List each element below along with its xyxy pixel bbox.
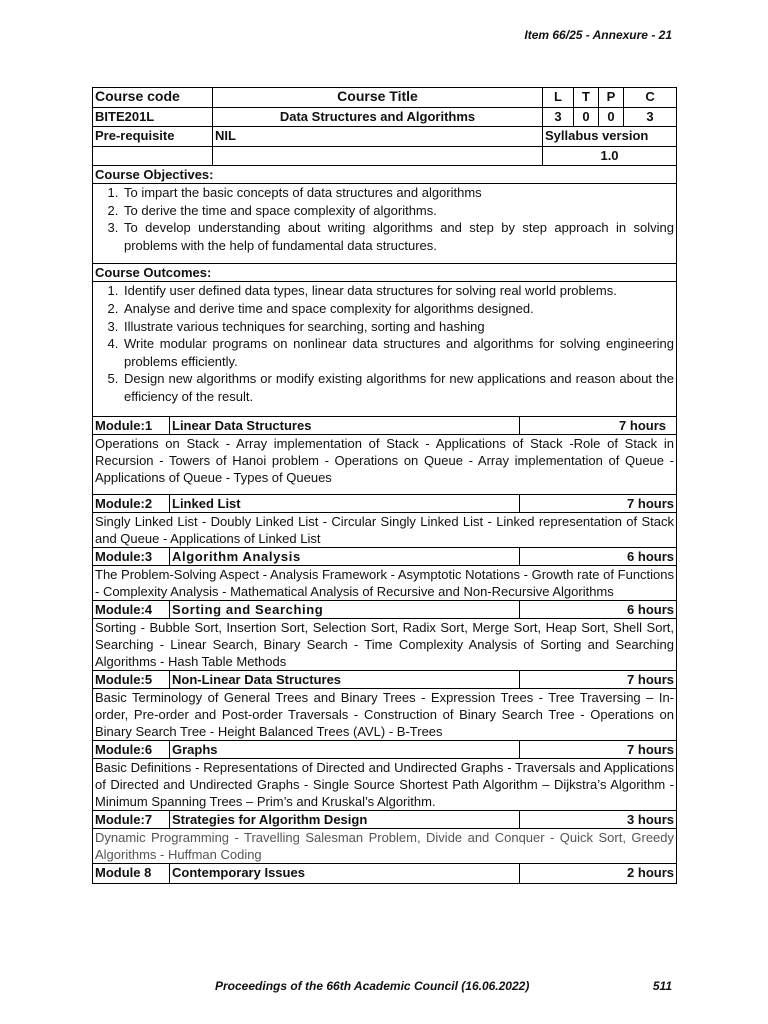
module-title: Algorithm Analysis: [170, 547, 520, 565]
objective-item: 3. To develop understanding about writing algorithms and step by step approach in solving problems with the help of fundamental data structures.: [122, 219, 674, 254]
module-label: Module:7: [93, 810, 170, 828]
outcome-item: 4. Write modular programs on nonlinear data structures and algorithms for solving engineering problems efficiently.: [122, 335, 674, 370]
course-code: BITE201L: [93, 108, 213, 127]
module-title: Sorting and Searching: [170, 600, 520, 618]
header-item-reference: Item 66/25 - Annexure - 21: [524, 28, 672, 42]
t-label: T: [574, 88, 599, 108]
module-label: Module:4: [93, 600, 170, 618]
module-title: Graphs: [170, 740, 520, 758]
module-content: Operations on Stack - Array implementation of Stack - Applications of Stack -Role of Stack in Recursion - Towers of Hanoi problem - Operations on Queue - Array implementation of Queue - Applications of Queue - Types of Queues: [93, 434, 677, 494]
module-hours: 7 hours: [520, 494, 677, 512]
course-title: Data Structures and Algorithms: [213, 108, 543, 127]
outcome-item: 1. Identify user defined data types, linear data structures for solving real world problems.: [122, 282, 674, 300]
empty-cell: [213, 147, 543, 166]
module-hours: 3 hours: [520, 810, 677, 828]
l-label: L: [543, 88, 574, 108]
footer-proceedings: Proceedings of the 66th Academic Council (16.06.2022): [215, 979, 530, 993]
module-label: Module:2: [93, 494, 170, 512]
module-hours: 6 hours: [520, 600, 677, 618]
module-title: Contemporary Issues: [170, 863, 520, 883]
module-content: Basic Definitions - Representations of Directed and Undirected Graphs - Traversals and Applications of Directed and Undirected Graphs - Single Source Shortest Path Algorithm – Dijkstra’s Algorithm - Minimum Spanning Trees – Prim’s and Kruskal’s Algorithm.: [93, 758, 677, 810]
module-label: Module:6: [93, 740, 170, 758]
module-hours: 7 hours: [520, 670, 677, 688]
course-outcomes-label: Course Outcomes:: [93, 264, 677, 282]
course-outcomes: [93, 282, 677, 416]
module-label: Module:1: [93, 416, 170, 434]
outcome-item: 5. Design new algorithms or modify existing algorithms for new applications and reason about the efficiency of the result.: [122, 370, 674, 405]
module-content: Sorting - Bubble Sort, Insertion Sort, Selection Sort, Radix Sort, Merge Sort, Heap Sort, Shell Sort, Searching - Linear Search, Binary Search - Time Complexity Analysis of Sorting and Searching Algorithms - Hash Table Methods: [93, 618, 677, 670]
course-objectives-label: Course Objectives:: [93, 166, 677, 184]
outcome-item: 3. Illustrate various techniques for searching, sorting and hashing: [122, 318, 674, 336]
outcome-item: 2. Analyse and derive time and space complexity for algorithms designed.: [122, 300, 674, 318]
objective-item: 1. To impart the basic concepts of data structures and algorithms: [122, 184, 674, 202]
module-content: Singly Linked List - Doubly Linked List - Circular Singly Linked List - Linked representation of Stack and Queue - Applications of Linked List: [93, 512, 677, 547]
module-content: Dynamic Programming - Travelling Salesman Problem, Divide and Conquer - Quick Sort, Greedy Algorithms - Huffman Coding: [93, 828, 677, 863]
prerequisite-label: Pre-requisite: [93, 127, 213, 147]
course-objectives: [93, 184, 677, 264]
syllabus-version-label: Syllabus version: [543, 127, 677, 147]
module-content: The Problem-Solving Aspect - Analysis Framework - Asymptotic Notations - Growth rate of Functions - Complexity Analysis - Mathematical Analysis of Recursive and Non-Recursive Algorithms: [93, 565, 677, 600]
empty-cell: [93, 147, 213, 166]
p-label: P: [599, 88, 624, 108]
module-title: Non-Linear Data Structures: [170, 670, 520, 688]
module-hours: 7 hours: [520, 416, 677, 434]
module-title: Strategies for Algorithm Design: [170, 810, 520, 828]
t-value: 0: [574, 108, 599, 127]
page-number: 511: [652, 979, 672, 993]
p-value: 0: [599, 108, 624, 127]
module-title: Linked List: [170, 494, 520, 512]
prerequisite-value: NIL: [213, 127, 543, 147]
c-label: C: [624, 88, 677, 108]
objective-item: 2. To derive the time and space complexity of algorithms.: [122, 202, 674, 220]
module-label: Module 8: [93, 863, 170, 883]
course-code-label: Course code: [93, 88, 213, 108]
module-hours: 7 hours: [520, 740, 677, 758]
module-hours: 2 hours: [520, 863, 677, 883]
module-title: Linear Data Structures: [170, 416, 520, 434]
l-value: 3: [543, 108, 574, 127]
syllabus-version: 1.0: [543, 147, 677, 166]
syllabus-table: [92, 87, 677, 884]
course-title-label: Course Title: [213, 88, 543, 108]
module-label: Module:5: [93, 670, 170, 688]
module-label: Module:3: [93, 547, 170, 565]
footer: [215, 979, 672, 993]
module-content: Basic Terminology of General Trees and Binary Trees - Expression Trees - Tree Traversing – In-order, Pre-order and Post-order Traversals - Construction of Binary Search Tree - Operations on Binary Search Tree - Height Balanced Trees (AVL) - B-Trees: [93, 688, 677, 740]
module-hours: 6 hours: [520, 547, 677, 565]
c-value: 3: [624, 108, 677, 127]
